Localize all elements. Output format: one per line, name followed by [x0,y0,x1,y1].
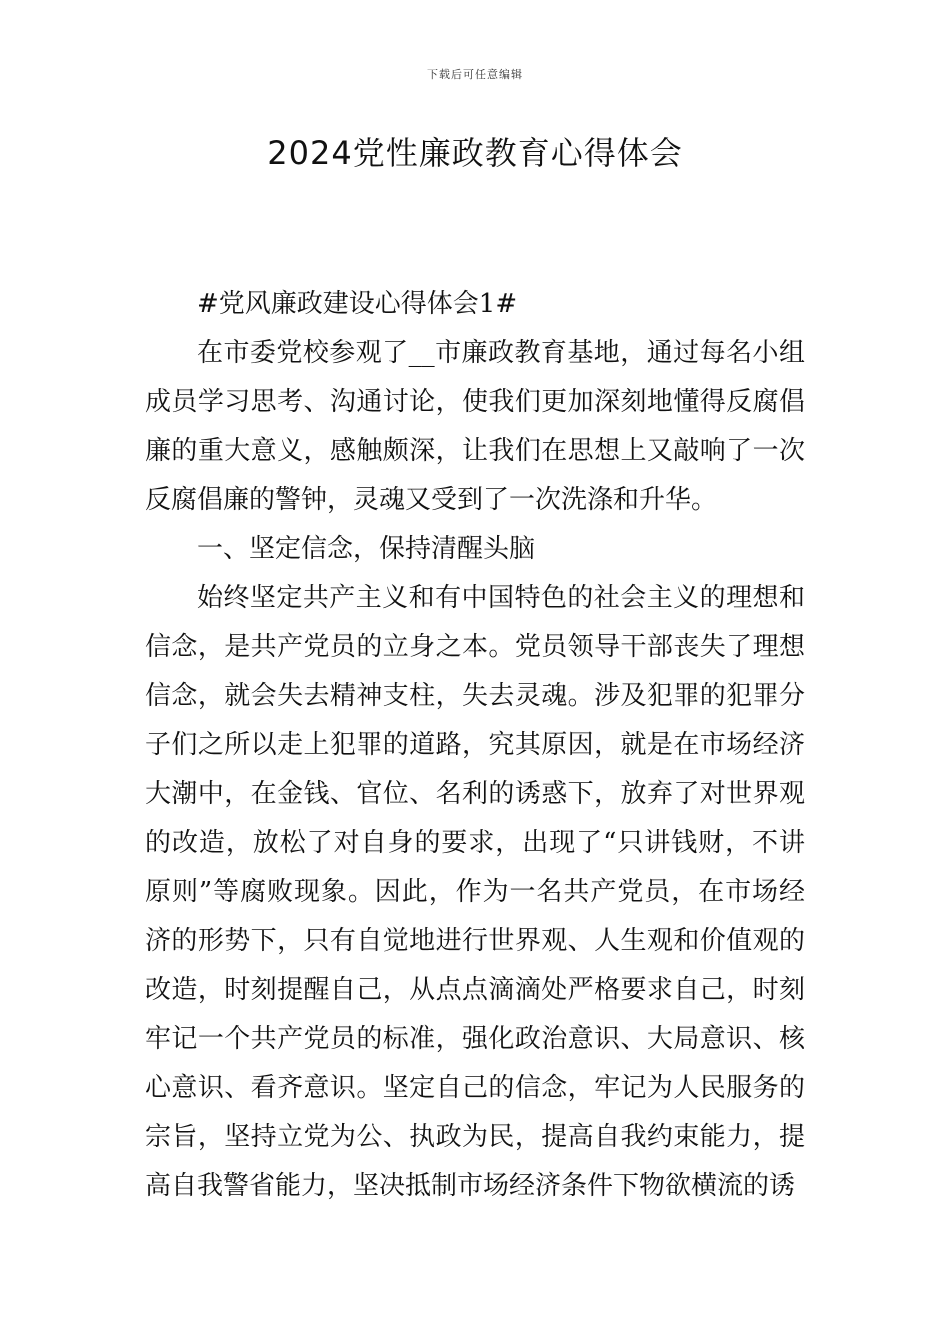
document-title: 2024党性廉政教育心得体会 [267,134,683,172]
section-heading: #党风廉政建设心得体会1# [197,289,518,319]
subsection-heading: 一、坚定信念，保持清醒头脑 [197,534,536,564]
document-body [145,280,805,1211]
header-note: 下载后可任意编辑 [427,68,523,81]
paragraph: 始终坚定共产主义和有中国特色的社会主义的理想和信念，是共产党员的立身之本。党员领导干部丧失了理想信念，就会失去精神支柱，失去灵魂。涉及犯罪的犯罪分子们之所以走上犯罪的道路，究其原因，就是在市场经济大潮中，在金钱、官位、名利的诱惑下，放弃了对世界观的改造，放松了对自身的要求，出现了“只讲钱财，不讲原则”等腐败现象。因此，作为一名共产党员，在市场经济的形势下，只有自觉地进行世界观、人生观和价值观的改造，时刻提醒自己，从点点滴滴处严格要求自己，时刻牢记一个共产党员的标准，强化政治意识、大局意识、核心意识、看齐意识。坚定自己的信念，牢记为人民服务的宗旨，坚持立党为公、执政为民，提高自我约束能力，提高自我警省能力，坚决抵制市场经济条件下物欲横流的诱 [145,583,805,1201]
paragraph: 在市委党校参观了__市廉政教育基地，通过每名小组成员学习思考、沟通讨论，使我们更加深刻地懂得反腐倡廉的重大意义，感触颇深，让我们在思想上又敲响了一次反腐倡廉的警钟，灵魂又受到了一次洗涤和升华。 [145,338,805,515]
